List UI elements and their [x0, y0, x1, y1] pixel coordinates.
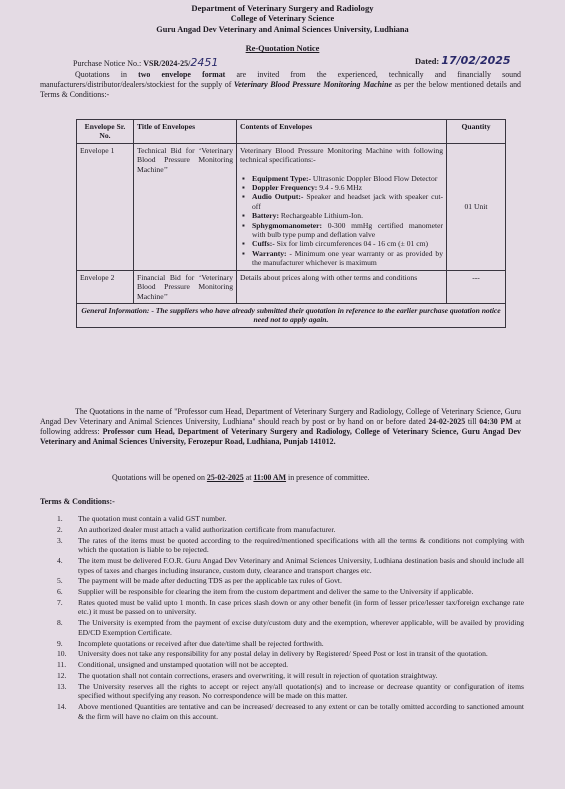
last-date: 24-02-2025	[428, 417, 466, 426]
header-title: Title of Envelopes	[134, 120, 237, 144]
specs-intro: Veterinary Blood Pressure Monitoring Machine with following technical specifications:-	[240, 145, 443, 165]
table-row	[77, 303, 506, 327]
intro-text-2: are invited from the experienced, technically and financially sound manufacturers/distributor/dealers/stockiest for the supply of	[40, 70, 522, 89]
list-item: 8. The University is exempted from the payment of excise duty/custom duty and the exemption, wherever applicable, will be availed by providing ED/CD Exemption Certificate.	[57, 618, 524, 637]
envelope-1-quantity: 01 Unit	[447, 143, 506, 270]
envelope-2-contents: Details about prices along with other terms and conditions	[237, 270, 447, 303]
header-envelope-sr: Envelope Sr. No.	[77, 120, 134, 144]
envelope-2-title: Financial Bid for ‘Veterinary Blood Pressure Monitoring Machine’’	[134, 270, 237, 303]
opening-date: 25-02-2025	[206, 473, 244, 482]
dated-label: Dated:	[415, 57, 440, 66]
list-item: ▪ Audio Output:- Speaker and headset jack with speaker cut-off	[252, 192, 443, 211]
department-heading: Department of Veterinary Surgery and Radiology	[191, 3, 374, 13]
table-row	[77, 143, 506, 270]
intro-bold: two envelope format	[138, 70, 226, 79]
list-item: ▪ Sphygmomanometer: 0-300 mmHg certified manometer with bulb type pump and deflation valve	[252, 221, 443, 240]
list-item: 1. The quotation must contain a valid GST number.	[57, 514, 227, 523]
list-item: ▪ Battery: Rechargeable Lithium-Ion.	[252, 211, 443, 220]
purchase-notice-number	[73, 56, 218, 69]
list-item: 14. Above mentioned Quantities are tentative and can be increased/ decreased to any extent or can be totally omitted according to sanctioned amount & the firm will have no claim on this account.	[57, 702, 524, 721]
terms-heading: Terms & Conditions:-	[40, 497, 115, 506]
table-row	[77, 270, 506, 303]
list-item: 5. The payment will be made after deducting TDS as per the applicable tax rules of Govt.	[57, 576, 342, 586]
terms-list	[40, 514, 524, 723]
envelope-1-contents	[237, 143, 447, 270]
list-item: 12. The quotation shall not contain corrections, erasers and overwriting, it will result in rejection of quotation straightway.	[57, 670, 438, 680]
handwritten-date: 17/02/2025	[441, 54, 511, 67]
list-item: ▪ Equipment Type:- Ultrasonic Doppler Blood Flow Detector	[252, 174, 443, 183]
purchase-notice-prefix: VSR/2024-25/	[143, 59, 191, 68]
table-header-row	[77, 120, 506, 144]
last-time: 04:30 PM	[479, 417, 513, 426]
envelope-1-sr: Envelope 1	[77, 143, 134, 270]
notice-title: Re-Quotation Notice	[245, 44, 320, 53]
list-item: 7. Rates quoted must be valid upto 1 month. In case prices slash down or any other benefit (in form of lesser price/lesser tax/foreign exchange rate etc.) it must be passed on to university.	[57, 597, 524, 617]
list-item: 2. An authorized dealer must attach a valid authorization certificate from manufacturer.	[57, 524, 336, 534]
list-item: 4. The item must be delivered F.O.R. Guru Angad Dev Veterinary and Animal Sciences University, Ludhiana destination basis and should include all types of taxes and charges including insurance, custom duty, clearance and transport charges etc.	[57, 555, 524, 575]
list-item: ▪ Doppler Frequency: 9.4 - 9.6 MHz	[252, 183, 443, 192]
list-item: ▪ Cuffs:- Six for limb circumferences 04 - 16 cm (± 01 cm)	[252, 239, 443, 248]
list-item: ▪ Warranty: - Minimum one year warranty or as provided by the manufacturer whichever is maximum	[252, 249, 443, 268]
list-item: 6. Supplier will be responsible for clearing the item from the custom department and deliver the same to the University if applicable.	[57, 587, 474, 597]
purchase-notice-label: Purchase Notice No.:	[73, 59, 142, 68]
notice-date	[415, 54, 511, 67]
envelope-2-quantity: ---	[447, 270, 506, 303]
handwritten-notice-number: 2451	[190, 56, 219, 69]
envelope-table	[76, 119, 506, 328]
opening-paragraph: Quotations will be opened on 25-02-2025 at 11:00 AM in presence of committee.	[112, 473, 370, 482]
college-heading: College of Veterinary Science	[230, 14, 335, 23]
envelope-1-title: Technical Bid for ‘Veterinary Blood Pressure Monitoring Machine’’	[134, 143, 237, 270]
list-item: 11. Conditional, unsigned and unstamped quotation will not be accepted.	[57, 660, 289, 670]
list-item: 10. University does not take any responsibility for any postal delay in delivery by Registered/ Speed Post or lost in transit of the quotation.	[57, 649, 488, 659]
submission-address: Professor cum Head, Department of Veterinary Surgery and Radiology, College of Veterinary Science, Guru Angad Dev Veterinary and Animal Sciences University, Ferozepur Road, Ludhiana, Punjab 141012.	[40, 427, 521, 446]
header-quantity: Quantity	[447, 120, 506, 144]
header-contents: Contents of Envelopes	[237, 120, 447, 144]
intro-item-name: Veterinary Blood Pressure Monitoring Machine	[233, 80, 393, 89]
intro-text-3: as per the below mentioned details and Terms & Conditions:-	[40, 80, 521, 99]
intro-paragraph	[40, 70, 521, 100]
general-information: General Information: - The suppliers who have already submitted their quotation in reference to the earlier purchase quotation notice need not to apply again.	[77, 303, 506, 327]
list-item: 3. The rates of the items must be quoted according to the required/mentioned specifications with all the terms & conditions not complying with which the quotation is liable to be rejected.	[57, 535, 524, 555]
submission-paragraph: The Quotations in the name of "Professor cum Head, Department of Veterinary Surgery and Radiology, College of Veterinary Science, Guru Angad Dev Veterinary and Animal Sciences University, Ludhiana" should reach by post or by hand on or before dated 24-02-2025 till 04:30 PM at following address: Professor cum Head, Department of Veterinary Surgery and Radiology, College of Veterinary Science, Guru Angad Dev Veterinary and Animal Sciences University, Ferozepur Road, Ludhiana, Punjab 141012.	[40, 407, 522, 446]
list-item: 9. Incomplete quotations or received after due date/time shall be rejected forthwith.	[57, 638, 324, 648]
intro-text-1: Quotations in	[75, 70, 139, 79]
list-item: 13. The University reserves all the rights to accept or reject any/all quotation(s) and to increase or decrease quantity or configuration of items specified without specifying any reason. No correspondence will be made on this matter.	[57, 681, 524, 701]
spec-list	[240, 174, 443, 268]
university-heading: Guru Angad Dev Veterinary and Animal Sciences University, Ludhiana	[156, 25, 409, 34]
envelope-2-sr: Envelope 2	[77, 270, 134, 303]
opening-time: 11:00 AM	[253, 473, 287, 482]
